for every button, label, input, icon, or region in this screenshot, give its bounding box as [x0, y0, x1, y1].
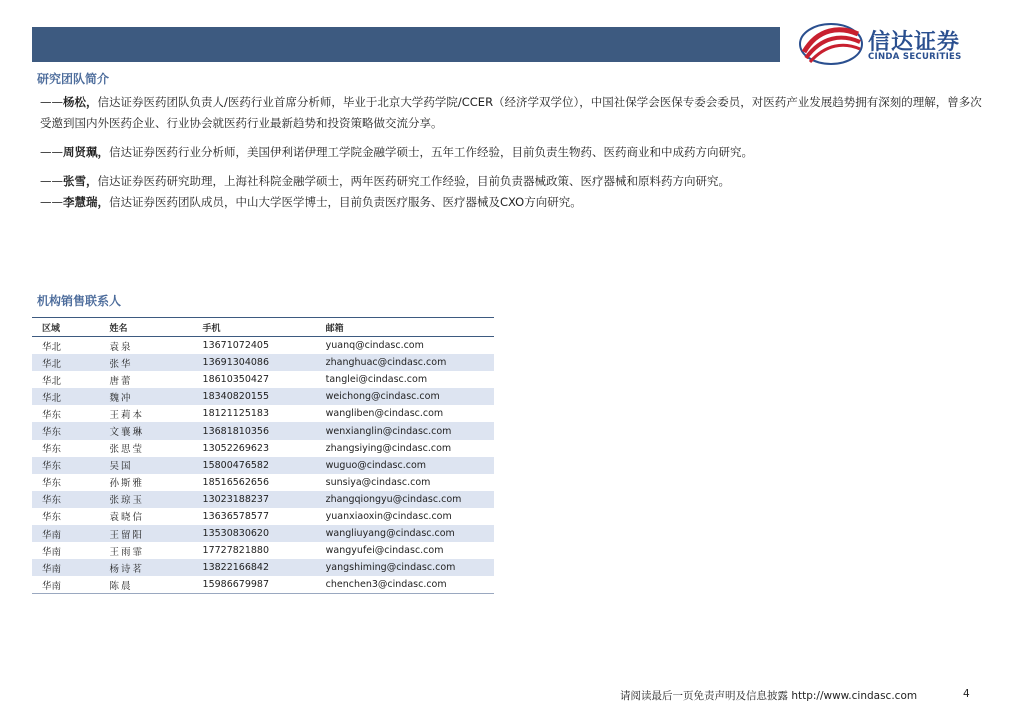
cell-region: 华东 [32, 491, 110, 508]
cell-email: zhangqiongyu@cindasc.com [326, 491, 494, 508]
cell-region: 华南 [42, 546, 62, 558]
cell-name: 袁晓信 [109, 512, 145, 524]
logo-english-name: CINDA SECURITIES [868, 52, 962, 62]
cell-name: 王留阳 [110, 525, 203, 542]
table-row [32, 422, 494, 439]
member-name: 杨松， [63, 95, 98, 109]
cell-name: 陈晨 [110, 576, 203, 594]
cell-email: yuanq@cindasc.com [325, 340, 424, 352]
table-row [32, 405, 494, 422]
table-row [32, 371, 494, 388]
cell-name: 唐蕾 [109, 375, 133, 387]
cinda-logo-icon [798, 22, 864, 66]
team-member [40, 192, 990, 213]
cell-email: zhangsiying@cindasc.com [325, 442, 452, 454]
cell-phone: 13681810356 [203, 422, 326, 439]
page-number: 4 [963, 688, 970, 700]
member-desc: 信达证券医药团队负责人/医药行业首席分析师，毕业于北京大学药学院/CCER（经济学双学位），中国社保学会医保专委会委员，对医药产业发展趋势拥有深刻的理解，曾多次受邀到国内外医药企业、行业协会就医药行业最新趋势和投资策略做交流分享。 [40, 95, 982, 130]
cell-region: 华北 [32, 354, 110, 371]
cell-email: zhanghuac@cindasc.com [326, 354, 494, 371]
cell-region: 华东 [42, 478, 62, 490]
cell-region: 华东 [42, 444, 62, 456]
cell-name: 袁泉 [109, 341, 133, 353]
cell-name: 王雨霏 [109, 546, 145, 558]
table-row [32, 337, 494, 355]
cell-name: 孙斯雅 [109, 478, 145, 490]
cell-region: 华北 [32, 388, 110, 405]
cell-region: 华东 [42, 512, 62, 524]
cell-email: weichong@cindasc.com [326, 388, 494, 405]
cell-name: 魏冲 [110, 388, 203, 405]
member-name: 李慧瑞， [63, 195, 109, 209]
brand-logo [798, 22, 988, 66]
cell-email: yangshiming@cindasc.com [326, 559, 494, 576]
cell-phone: 13023188237 [203, 491, 326, 508]
member-prefix: —— [40, 95, 63, 109]
member-desc: 信达证券医药研究助理，上海社科院金融学硕士，两年医药研究工作经验，目前负责器械政策、医疗器械和原料药方向研究。 [97, 174, 730, 188]
team-section-title: 研究团队简介 [37, 72, 110, 86]
cell-phone: 13052269623 [202, 442, 270, 454]
team-list [40, 92, 990, 213]
cell-region: 华北 [42, 375, 62, 387]
cell-phone: 13530830620 [203, 525, 326, 542]
cell-phone: 15986679987 [203, 576, 326, 594]
table-row [32, 559, 494, 576]
cell-region: 华北 [42, 341, 62, 353]
cell-email: yuanxiaoxin@cindasc.com [325, 510, 452, 522]
cell-phone: 18340820155 [203, 388, 326, 405]
cell-name: 张华 [110, 354, 203, 371]
header-region: 区域 [32, 318, 110, 337]
header-phone: 手机 [203, 318, 326, 337]
cell-region: 华东 [32, 457, 110, 474]
member-desc: 信达证券医药团队成员，中山大学医学博士，目前负责医疗服务、医疗器械及CXO方向研究。 [109, 195, 582, 209]
cell-name: 文襄琳 [110, 422, 203, 439]
cell-phone: 15800476582 [203, 457, 326, 474]
cell-email: wangliben@cindasc.com [325, 408, 444, 420]
header-name: 姓名 [110, 318, 203, 337]
cell-email: wangliuyang@cindasc.com [326, 525, 494, 542]
table-row [32, 440, 494, 457]
cell-phone: 17727821880 [202, 545, 270, 557]
cell-phone: 13671072405 [202, 340, 270, 352]
cell-name: 张琼玉 [110, 491, 203, 508]
table-header-row [32, 318, 494, 337]
member-desc: 信达证券医药行业分析师，美国伊利诺伊理工学院金融学硕士，五年工作经验，目前负责生物药、医药商业和中成药方向研究。 [109, 145, 753, 159]
cell-region: 华南 [32, 559, 110, 576]
member-prefix: —— [40, 145, 63, 159]
cell-email: wuguo@cindasc.com [326, 457, 494, 474]
member-name: 周贤珮， [63, 145, 109, 159]
footer-disclaimer: 请阅读最后一页免责声明及信息披露 http://www.cindasc.com [620, 690, 918, 702]
cell-phone: 18516562656 [202, 476, 270, 488]
team-member [40, 142, 990, 163]
member-prefix: —— [40, 174, 63, 188]
cell-name: 王莉本 [109, 409, 145, 421]
cell-name: 杨诗茗 [110, 559, 203, 576]
cell-phone: 13636578577 [202, 510, 270, 522]
table-row [32, 525, 494, 542]
cell-email: wangyufei@cindasc.com [325, 545, 444, 557]
table-row [32, 576, 494, 594]
table-row [32, 388, 494, 405]
cell-email: wenxianglin@cindasc.com [326, 422, 494, 439]
logo-chinese-name: 信达证券 [868, 30, 961, 55]
table-row [32, 508, 494, 525]
table-row [32, 491, 494, 508]
cell-phone: 18610350427 [202, 374, 270, 386]
contacts-section-title: 机构销售联系人 [37, 294, 122, 308]
cell-region: 华南 [32, 576, 110, 594]
table-row [32, 457, 494, 474]
table-row [32, 474, 494, 491]
cell-email: chenchen3@cindasc.com [326, 576, 494, 594]
header-bar [32, 27, 780, 62]
cell-email: sunsiya@cindasc.com [325, 476, 431, 488]
header-email: 邮箱 [326, 318, 494, 337]
cell-name: 张思莹 [109, 444, 145, 456]
member-name: 张雪， [63, 174, 98, 188]
team-member [40, 171, 990, 192]
cell-region: 华东 [32, 422, 110, 439]
contacts-table [32, 317, 494, 594]
team-member [40, 92, 990, 134]
table-row [32, 542, 494, 559]
member-prefix: —— [40, 195, 63, 209]
table-row [32, 354, 494, 371]
cell-email: tanglei@cindasc.com [325, 374, 428, 386]
cell-name: 吴国 [110, 457, 203, 474]
cell-region: 华东 [42, 409, 62, 421]
cell-phone: 13822166842 [203, 559, 326, 576]
cell-region: 华南 [32, 525, 110, 542]
cell-phone: 13691304086 [203, 354, 326, 371]
cell-phone: 18121125183 [202, 408, 270, 420]
